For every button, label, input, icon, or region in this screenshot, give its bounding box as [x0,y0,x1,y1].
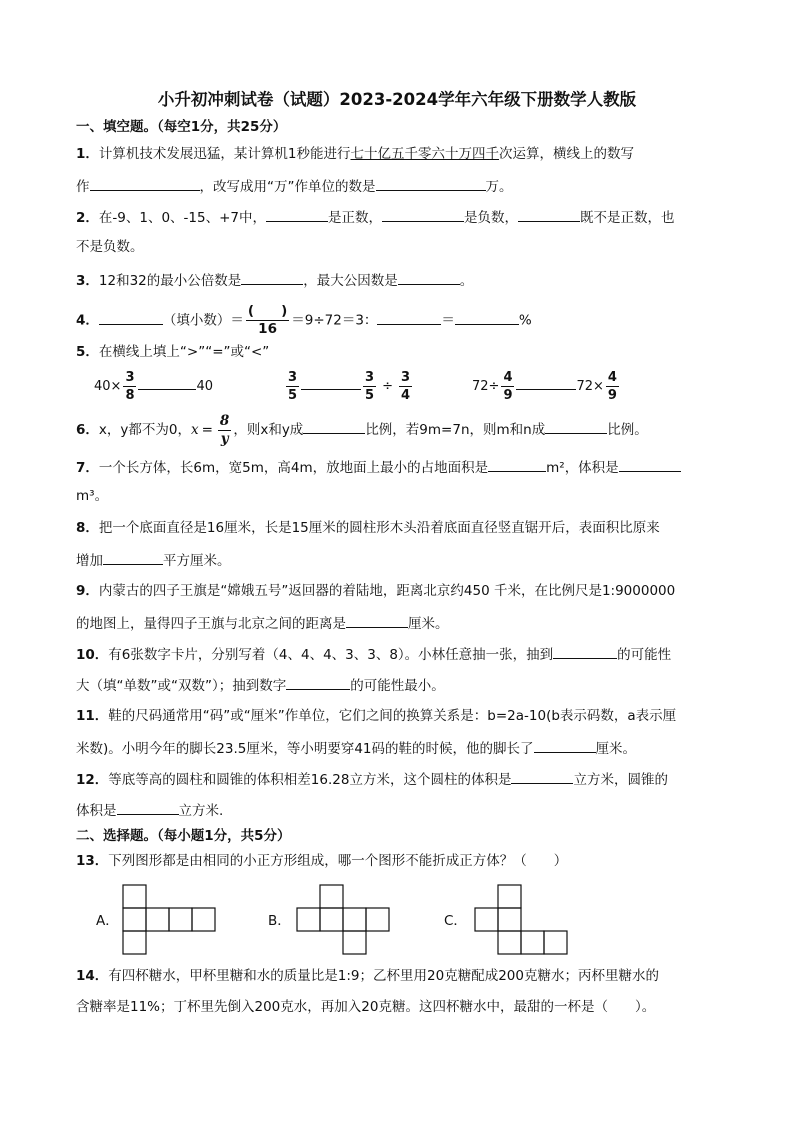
answer-blank[interactable] [455,309,519,325]
question-number: 9． [76,583,99,599]
question-number: 1． [76,146,99,162]
question-text: 一个长方体，长6m，宽5m，高4m，放地面上最小的占地面积是 [98,460,489,476]
question-number: 10． [76,647,109,663]
question-1-line-2 [76,175,513,197]
compare-blank[interactable] [138,379,196,390]
question-7-line-1 [76,456,681,478]
question-13 [76,851,567,871]
question-text: 计算机技术发展迅猛，某计算机1秒能进行 [98,146,351,162]
question-text: 厘米。 [595,741,637,757]
answer-blank[interactable] [117,799,179,815]
question-text: 12和32的最小公倍数是 [98,273,242,289]
question-3 [76,269,473,291]
question-text: 厘米。 [408,616,449,632]
page-title: 小升初冲刺试卷（试题）2023-2024学年六年级下册数学人教版 [157,90,637,109]
question-text: 大（填“单数”或“双数”）；抽到数字 [76,678,287,694]
fraction-blank[interactable]: $\frac{( )}{16}$ [247,303,288,337]
answer-blank[interactable] [377,309,441,325]
question-text: 是负数， [464,210,518,226]
question-8-line-2 [76,549,231,571]
question-11-line-1 [76,706,676,726]
question-text: 增加 [76,553,103,569]
compare-item-1: 40× $\frac{3}{8}$ 40 [94,370,214,403]
answer-blank[interactable] [103,549,163,565]
question-text: 是正数， [328,210,382,226]
question-text: ＝9÷72＝3： [291,312,378,329]
answer-blank[interactable] [376,175,486,191]
fraction: $\frac{3}{5}$ [365,370,375,403]
question-9-line-1 [76,581,675,601]
question-2-line-2: 不是负数。 [76,239,144,255]
question-text: 米数)。小明今年的脚长23.5厘米，等小明要穿41码的鞋的时候，他的脚长了 [76,741,534,757]
question-text: 作 [76,179,90,195]
fraction: $\frac{3}{8}$ [125,370,135,403]
section-heading-fill-blank: 一、填空题。（每空1分，共25分） [76,119,287,135]
answer-blank[interactable] [382,206,464,222]
answer-blank[interactable] [241,269,303,285]
answer-blank[interactable] [511,768,573,784]
answer-blank[interactable] [90,175,200,191]
question-text: 既不是正数，也 [580,210,675,226]
question-number: 7． [76,460,99,476]
question-14-line-1 [76,966,659,986]
question-text: 次运算，横线上的数写 [499,146,634,162]
option-b-label[interactable]: B． [268,913,291,929]
answer-blank[interactable] [545,418,607,434]
question-text: 在横线上填上“>”“=”或“<” [98,344,270,360]
question-7-line-2: m³。 [76,488,109,504]
question-text: 的地图上，量得四子王旗与北京之间的距离是 [76,616,346,632]
question-text: ＝ [441,312,455,329]
question-12-line-1 [76,768,668,790]
question-number: 8． [76,520,99,536]
underlined-number-words: 七十亿五千零六十万四千 [350,146,499,162]
question-text: 立方米. [178,803,224,819]
question-number: 14． [76,968,109,984]
question-12-line-2 [76,799,223,821]
question-4 [76,303,532,338]
answer-blank[interactable] [534,737,596,753]
question-text: ，改写成用“万”作单位的数是 [199,179,376,195]
cube-net-a[interactable] [122,884,216,956]
question-text: 体积是 [76,803,117,819]
question-text: m²，体积是 [546,460,619,476]
question-text: % [518,312,532,329]
question-10-line-1 [76,643,671,665]
cube-net-b[interactable] [296,884,390,956]
question-text: 平方厘米。 [163,553,231,569]
question-text: 。 [459,273,474,289]
answer-blank[interactable] [346,612,408,628]
question-10-line-2 [76,674,445,696]
question-text: 的可能性最小。 [350,678,445,694]
answer-blank[interactable] [99,309,163,325]
option-a-label[interactable]: A． [96,913,119,929]
question-number: 12． [76,772,109,788]
question-number: 4． [76,312,99,329]
question-text: 在-9、1、0、-15、+7中， [98,210,266,226]
answer-blank[interactable] [553,643,617,659]
question-text: 内蒙古的四子王旗是“嫦娥五号”返回器的着陆地，距离北京约450 千米，在比例尺是1:9000000 [98,583,676,599]
option-c-label[interactable]: C． [444,913,467,929]
answer-blank[interactable] [303,418,365,434]
question-6: 6．x，y都不为0，x = $\frac{8}{y}$ ，则x和y成 比例，若9m=7n，则m和n成 比例。 [76,412,648,447]
answer-blank[interactable] [398,269,460,285]
question-2-line-1 [76,206,675,228]
question-text: ，则x和y成 [233,422,304,438]
question-text: 鞋的尺码通常用“码”或“厘米”作单位，它们之间的换算关系是：b=2a-10(b表示码数，a表示厘 [108,708,677,724]
fraction: $\frac{8}{y}$ [219,412,230,447]
compare-blank[interactable] [516,379,576,390]
question-number: 2． [76,210,99,226]
question-number: 5． [76,344,99,360]
cube-net-c[interactable] [474,884,568,956]
question-text: （填小数）＝ [162,312,244,329]
compare-item-3: 72÷ $\frac{4}{9}$ 72× $\frac{4}{9}$ [472,370,617,403]
question-text: 有四杯糖水，甲杯里糖和水的质量比是1:9；乙杯里用20克糖配成200克糖水；丙杯里糖水的 [108,968,659,984]
answer-blank[interactable] [619,456,681,472]
question-text: 立方米，圆锥的 [573,772,668,788]
question-11-line-2 [76,737,636,759]
question-text: 的可能性 [617,647,672,663]
compare-item-2: $\frac{3}{5}$ $\frac{3}{5}$ ÷ $\frac{3}{4}$ [288,370,411,403]
compare-blank[interactable] [301,379,361,390]
section-heading-multiple-choice: 二、选择题。（每小题1分，共5分） [76,828,291,844]
question-number: 6． [76,422,99,438]
question-5 [76,342,269,362]
answer-blank[interactable] [286,674,350,690]
question-number: 13． [76,853,109,869]
fraction: $\frac{3}{4}$ [401,370,411,403]
question-text: 比例，若9m=7n，则m和n成 [365,422,546,438]
question-text: 把一个底面直径是16厘米，长是15厘米的圆柱形木头沿着底面直径竖直锯开后，表面积比原来 [98,520,660,536]
question-text: ，最大公因数是 [303,273,398,289]
fraction: $\frac{4}{9}$ [607,370,617,403]
question-text: 等底等高的圆柱和圆锥的体积相差16.28立方米，这个圆柱的体积是 [108,772,512,788]
question-9-line-2 [76,612,449,634]
answer-blank[interactable] [488,456,546,472]
question-text: 比例。 [607,422,648,438]
question-text: 有6张数字卡片，分别写着（4、4、4、3、3、8）。小林任意抽一张，抽到 [108,647,554,663]
question-text: x，y都不为0， [98,422,191,438]
question-number: 3． [76,273,99,289]
question-text: 万。 [485,179,513,195]
fraction: $\frac{3}{5}$ [288,370,298,403]
question-14-line-2: 含糖率是11%；丁杯里先倒入200克水，再加入20克糖。这四杯糖水中，最甜的一杯是（ ）。 [76,999,656,1015]
question-1-line-1 [76,144,634,164]
question-number: 11． [76,708,109,724]
answer-blank[interactable] [518,206,580,222]
fraction: $\frac{4}{9}$ [503,370,513,403]
question-8-line-1 [76,518,660,538]
answer-blank[interactable] [266,206,328,222]
question-text: 下列图形都是由相同的小正方形组成，哪一个图形不能折成正方体？（ ） [108,853,568,869]
